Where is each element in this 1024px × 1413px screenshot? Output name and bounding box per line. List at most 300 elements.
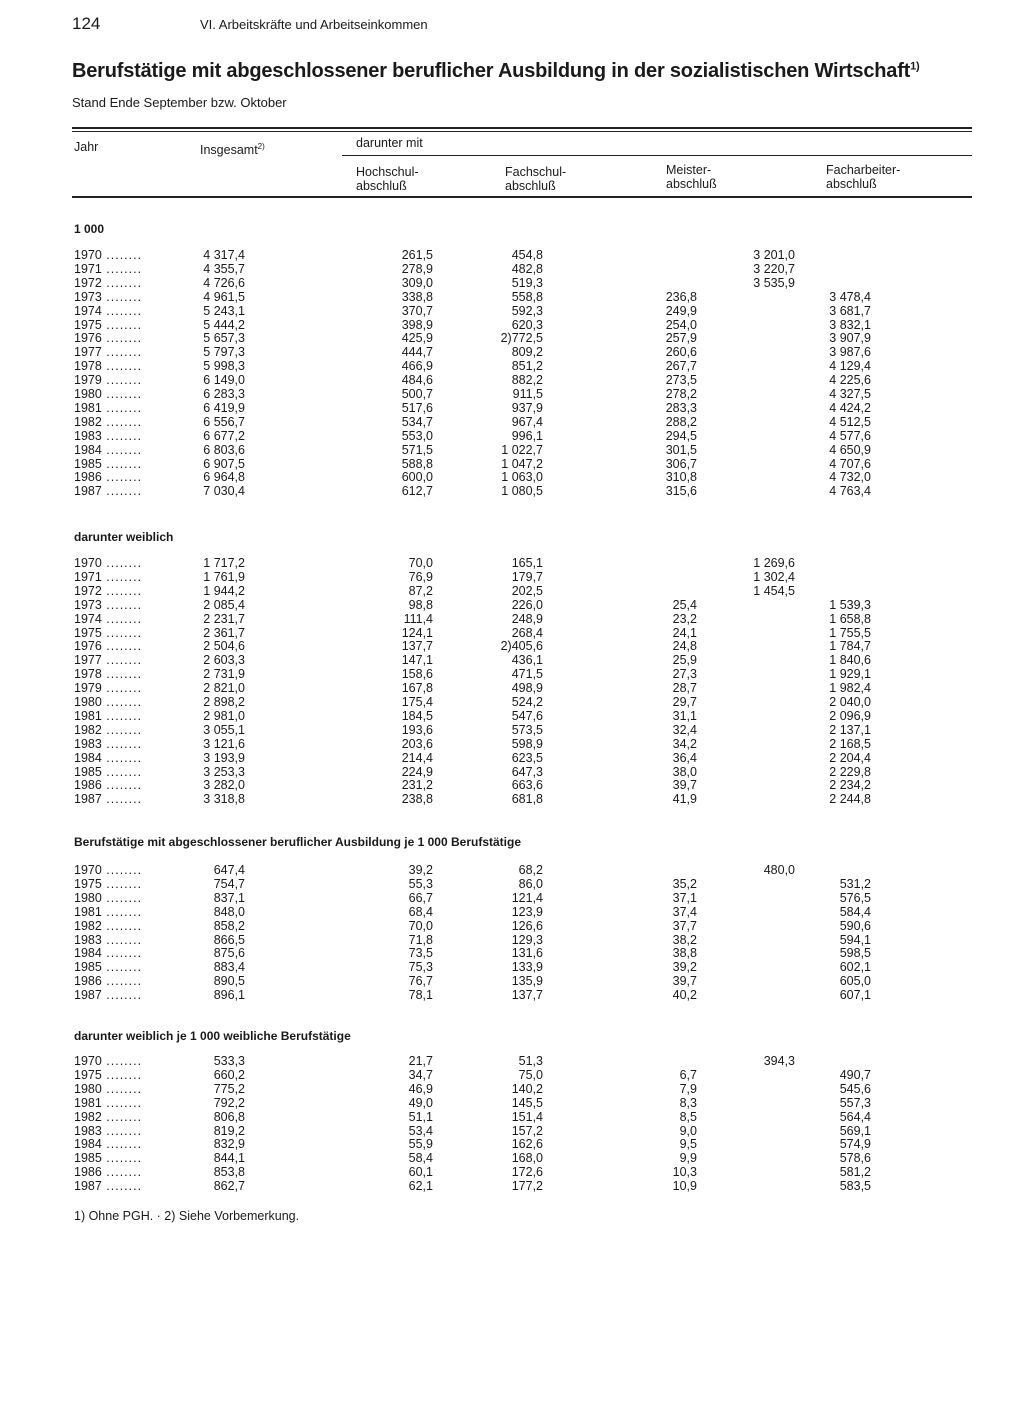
cell-fachschul: 851,2 [511, 359, 543, 374]
header-hochschul-line1: Hochschul- [356, 165, 419, 179]
cell-fachschul: 133,9 [511, 960, 543, 975]
table-row [74, 934, 974, 947]
cell-hochschul: 70,0 [408, 556, 433, 570]
cell-meister: 37,1 [672, 890, 697, 905]
cell-hochschul: 553,0 [401, 428, 433, 443]
table-row [74, 458, 974, 471]
running-head: VI. Arbeitskräfte und Arbeitseinkommen [200, 17, 428, 32]
cell-facharbeiter: 490,7 [839, 1067, 871, 1082]
cell-meister: 257,9 [665, 331, 697, 346]
cell-year: 1984 ..... [74, 1138, 142, 1151]
header-insgesamt-note: 2) [257, 142, 265, 151]
cell-year: 1971 ..... [74, 571, 142, 584]
cell-year: 1975 ..... [74, 878, 142, 891]
table-row [74, 319, 974, 332]
cell-meister: 38,8 [672, 946, 697, 961]
cell-hochschul: 224,9 [401, 764, 433, 779]
section-label: 1 000 [74, 222, 105, 236]
cell-year: 1980 ..... [74, 1083, 142, 1096]
cell-meister: 36,4 [672, 750, 697, 765]
cell-fachschul: 202,5 [511, 583, 543, 598]
cell-meister: 8,3 [679, 1095, 697, 1110]
cell-facharbeiter: 3 907,9 [829, 331, 871, 346]
cell-fachschul: 967,4 [511, 414, 543, 429]
cell-meister: 40,2 [672, 988, 697, 1003]
cell-year: 1980 ..... [74, 892, 142, 905]
table-row [74, 724, 974, 737]
cell-fachschul: 592,3 [511, 303, 543, 318]
cell-fachschul: 911,5 [512, 387, 543, 401]
cell-year: 1977 ..... [74, 346, 142, 359]
table-row [74, 920, 974, 933]
cell-meister: 25,4 [672, 597, 697, 612]
table-row [74, 416, 974, 429]
table-row [74, 374, 974, 387]
cell-insgesamt: 853,8 [213, 1165, 245, 1180]
cell-hochschul: 137,7 [401, 639, 433, 654]
cell-fachschul: 226,0 [511, 597, 543, 612]
cell-year: 1981 ..... [74, 906, 142, 919]
cell-meister: 8,5 [679, 1109, 697, 1124]
cell-hochschul: 425,9 [401, 331, 433, 346]
cell-hochschul: 500,7 [401, 387, 433, 401]
cell-year: 1982 ..... [74, 920, 142, 933]
cell-hochschul: 55,3 [408, 876, 433, 891]
cell-hochschul: 534,7 [401, 414, 433, 429]
cell-fachschul: 151,4 [511, 1109, 543, 1124]
cell-meister: 6,7 [679, 1067, 697, 1082]
cell-year: 1971 ..... [74, 263, 142, 276]
cell-fachschul: 126,6 [511, 918, 543, 933]
cell-fachschul: 482,8 [511, 261, 543, 276]
cell-hochschul: 278,9 [401, 261, 433, 276]
cell-meister: 38,2 [672, 932, 697, 947]
cell-hochschul: 71,8 [408, 932, 433, 947]
cell-fachschul: 168,0 [511, 1151, 543, 1166]
cell-year: 1981 ..... [74, 402, 142, 415]
cell-fachschul: 882,2 [511, 373, 543, 388]
table-row [74, 989, 974, 1002]
cell-insgesamt: 7 030,4 [203, 484, 245, 499]
cell-facharbeiter: 2 234,2 [829, 778, 871, 793]
cell-insgesamt: 6 803,6 [203, 442, 245, 457]
cell-meister: 9,5 [679, 1137, 697, 1152]
cell-meister-facharbeiter-combined: 1 302,4 [753, 569, 795, 584]
cell-meister: 278,2 [665, 387, 697, 401]
cell-insgesamt: 862,7 [213, 1179, 245, 1194]
table-row [74, 291, 974, 304]
cell-meister: 283,3 [665, 400, 697, 415]
cell-insgesamt: 3 121,6 [203, 736, 245, 751]
cell-year: 1981 ..... [74, 710, 142, 723]
cell-meister: 29,7 [672, 695, 697, 709]
cell-fachschul: 436,1 [511, 653, 543, 668]
cell-fachschul: 68,2 [518, 863, 543, 877]
cell-year: 1986 ..... [74, 1166, 142, 1179]
cell-meister: 35,2 [672, 876, 697, 891]
cell-hochschul: 49,0 [408, 1095, 433, 1110]
cell-insgesamt: 3 282,0 [203, 778, 245, 793]
header-insgesamt-label: Insgesamt [200, 143, 258, 158]
cell-facharbeiter: 2 229,8 [829, 764, 871, 779]
cell-fachschul: 498,9 [511, 681, 543, 696]
cell-meister: 273,5 [665, 373, 697, 388]
table-row [74, 793, 974, 806]
cell-facharbeiter: 3 681,7 [829, 303, 871, 318]
cell-insgesamt: 1 761,9 [203, 569, 245, 584]
top-rule-thin [72, 131, 972, 132]
cell-facharbeiter: 2 096,9 [829, 708, 871, 723]
cell-meister: 37,7 [672, 918, 697, 933]
cell-year: 1979 ..... [74, 682, 142, 695]
cell-fachschul: 131,6 [511, 946, 543, 961]
table-row [74, 557, 974, 570]
table-row [74, 1166, 974, 1179]
cell-year: 1982 ..... [74, 1111, 142, 1124]
cell-hochschul: 55,9 [408, 1137, 433, 1152]
cell-hochschul: 87,2 [408, 583, 433, 598]
cell-fachschul: 2)405,6 [500, 639, 543, 654]
table-row [74, 249, 974, 262]
cell-facharbeiter: 3 832,1 [829, 317, 871, 332]
cell-insgesamt: 6 556,7 [203, 414, 245, 429]
cell-facharbeiter: 545,6 [839, 1081, 871, 1096]
table-row [74, 878, 974, 891]
table-row [74, 1055, 974, 1068]
cell-facharbeiter: 590,6 [839, 918, 871, 933]
cell-fachschul: 1 080,5 [501, 484, 543, 499]
cell-year: 1975 ..... [74, 627, 142, 640]
header-meister [666, 163, 717, 191]
cell-meister: 38,0 [672, 764, 697, 779]
table-row [74, 947, 974, 960]
cell-fachschul: 620,3 [511, 317, 543, 332]
cell-hochschul: 167,8 [401, 681, 433, 696]
cell-fachschul: 996,1 [511, 428, 543, 443]
cell-insgesamt: 844,1 [213, 1151, 245, 1166]
table-row [74, 1097, 974, 1110]
cell-hochschul: 517,6 [401, 400, 433, 415]
cell-facharbeiter: 1 929,1 [829, 667, 871, 682]
header-fachschul [505, 165, 566, 193]
cell-hochschul: 588,8 [401, 456, 433, 471]
cell-meister: 24,8 [672, 639, 697, 654]
cell-fachschul: 454,8 [511, 248, 543, 262]
cell-year: 1978 ..... [74, 360, 142, 373]
cell-year: 1970 ..... [74, 864, 142, 877]
cell-insgesamt: 6 283,3 [203, 387, 245, 401]
cell-insgesamt: 2 898,2 [203, 695, 245, 709]
cell-hochschul: 34,7 [408, 1067, 433, 1082]
cell-year: 1975 ..... [74, 319, 142, 332]
cell-year: 1987 ..... [74, 1180, 142, 1193]
header-darunter-mit: darunter mit [356, 136, 423, 150]
cell-hochschul: 46,9 [408, 1081, 433, 1096]
table-row [74, 305, 974, 318]
cell-fachschul: 1 063,0 [501, 470, 543, 485]
cell-hochschul: 73,5 [408, 946, 433, 961]
cell-meister: 25,9 [672, 653, 697, 668]
cell-year: 1980 ..... [74, 696, 142, 709]
table-row [74, 1069, 974, 1082]
footnote: 1) Ohne PGH. · 2) Siehe Vorbemerkung. [74, 1209, 300, 1223]
cell-meister: 23,2 [672, 611, 697, 626]
header-bottom-rule [72, 196, 972, 198]
table-row [74, 585, 974, 598]
cell-year: 1985 ..... [74, 1152, 142, 1165]
cell-insgesamt: 896,1 [213, 988, 245, 1003]
cell-meister: 294,5 [665, 428, 697, 443]
table-row [74, 766, 974, 779]
cell-facharbeiter: 569,1 [839, 1123, 871, 1138]
cell-meister: 41,9 [672, 792, 697, 807]
cell-meister: 310,8 [665, 470, 697, 485]
header-meister-line1: Meister- [666, 163, 712, 177]
cell-year: 1987 ..... [74, 989, 142, 1002]
cell-hochschul: 600,0 [401, 470, 433, 485]
cell-facharbeiter: 578,6 [839, 1151, 871, 1166]
cell-year: 1984 ..... [74, 444, 142, 457]
cell-facharbeiter: 557,3 [839, 1095, 871, 1110]
table-row [74, 1152, 974, 1165]
cell-facharbeiter: 2 204,4 [829, 750, 871, 765]
cell-fachschul: 165,1 [511, 556, 543, 570]
cell-facharbeiter: 531,2 [839, 876, 871, 891]
table-row [74, 1138, 974, 1151]
page-number: 124 [72, 14, 101, 33]
cell-facharbeiter: 4 763,4 [829, 484, 871, 499]
table-row [74, 627, 974, 640]
cell-insgesamt: 837,1 [213, 890, 245, 905]
cell-meister-facharbeiter-combined: 3 535,9 [753, 275, 795, 290]
cell-hochschul: 60,1 [408, 1165, 433, 1180]
cell-insgesamt: 848,0 [213, 904, 245, 919]
cell-insgesamt: 4 961,5 [203, 289, 245, 304]
cell-fachschul: 547,6 [511, 708, 543, 723]
cell-facharbeiter: 602,1 [839, 960, 871, 975]
cell-meister: 315,6 [665, 484, 697, 499]
cell-hochschul: 184,5 [401, 708, 433, 723]
table-row [74, 975, 974, 988]
cell-facharbeiter: 4 424,2 [829, 400, 871, 415]
cell-hochschul: 466,9 [401, 359, 433, 374]
cell-year: 1983 ..... [74, 934, 142, 947]
cell-insgesamt: 6 964,8 [203, 470, 245, 485]
cell-year: 1983 ..... [74, 430, 142, 443]
cell-year: 1976 ..... [74, 332, 142, 345]
cell-hochschul: 111,4 [403, 611, 433, 626]
cell-year: 1978 ..... [74, 668, 142, 681]
cell-fachschul: 471,5 [511, 667, 543, 682]
cell-facharbeiter: 2 040,0 [829, 695, 871, 709]
cell-fachschul: 623,5 [511, 750, 543, 765]
cell-meister: 39,7 [672, 778, 697, 793]
cell-meister: 249,9 [665, 303, 697, 318]
cell-hochschul: 398,9 [401, 317, 433, 332]
cell-year: 1976 ..... [74, 640, 142, 653]
cell-facharbeiter: 1 658,8 [829, 611, 871, 626]
cell-facharbeiter: 3 478,4 [829, 289, 871, 304]
cell-fachschul: 809,2 [511, 345, 543, 360]
cell-meister-facharbeiter-combined: 394,3 [763, 1054, 795, 1068]
cell-year: 1979 ..... [74, 374, 142, 387]
cell-year: 1972 ..... [74, 585, 142, 598]
cell-insgesamt: 883,4 [213, 960, 245, 975]
cell-fachschul: 1 022,7 [501, 442, 543, 457]
table-row [74, 654, 974, 667]
cell-fachschul: 123,9 [511, 904, 543, 919]
table-row [74, 906, 974, 919]
cell-hochschul: 571,5 [401, 442, 433, 457]
cell-insgesamt: 4 726,6 [203, 275, 245, 290]
header-fachschul-line1: Fachschul- [505, 165, 567, 179]
cell-meister: 7,9 [679, 1081, 697, 1096]
cell-meister: 9,9 [679, 1151, 697, 1166]
cell-insgesamt: 792,2 [213, 1095, 245, 1110]
cell-fachschul: 248,9 [511, 611, 543, 626]
cell-fachschul: 937,9 [511, 400, 543, 415]
cell-insgesamt: 2 085,4 [203, 597, 245, 612]
cell-fachschul: 558,8 [511, 289, 543, 304]
cell-year: 1970 ..... [74, 1055, 142, 1068]
table-row [74, 668, 974, 681]
cell-meister: 10,3 [672, 1165, 697, 1180]
cell-hochschul: 484,6 [401, 373, 433, 388]
header-fachschul-line2: abschluß [505, 179, 556, 193]
cell-fachschul: 598,9 [511, 736, 543, 751]
cell-meister: 236,8 [665, 289, 697, 304]
cell-insgesamt: 858,2 [213, 918, 245, 933]
cell-year: 1984 ..... [74, 947, 142, 960]
cell-insgesamt: 3 318,8 [203, 792, 245, 807]
cell-facharbeiter: 3 987,6 [829, 345, 871, 360]
cell-facharbeiter: 594,1 [839, 932, 871, 947]
cell-insgesamt: 6 419,9 [203, 400, 245, 415]
cell-fachschul: 157,2 [511, 1123, 543, 1138]
cell-hochschul: 62,1 [408, 1179, 433, 1194]
table-row [74, 485, 974, 498]
cell-hochschul: 338,8 [401, 289, 433, 304]
cell-fachschul: 647,3 [511, 764, 543, 779]
cell-hochschul: 76,7 [408, 974, 433, 989]
cell-fachschul: 177,2 [511, 1179, 543, 1194]
table-row [74, 444, 974, 457]
cell-fachschul: 75,0 [518, 1067, 543, 1082]
cell-facharbeiter: 564,4 [839, 1109, 871, 1124]
cell-insgesamt: 5 243,1 [203, 303, 245, 318]
cell-facharbeiter: 4 707,6 [829, 456, 871, 471]
cell-insgesamt: 5 998,3 [203, 359, 245, 374]
cell-facharbeiter: 2 244,8 [829, 792, 871, 807]
cell-facharbeiter: 1 539,3 [829, 597, 871, 612]
cell-year: 1983 ..... [74, 738, 142, 751]
cell-year: 1985 ..... [74, 961, 142, 974]
cell-facharbeiter: 574,9 [839, 1137, 871, 1152]
cell-facharbeiter: 4 512,5 [829, 414, 871, 429]
cell-fachschul: 2)772,5 [500, 331, 543, 346]
cell-insgesamt: 2 361,7 [203, 625, 245, 640]
cell-facharbeiter: 1 784,7 [829, 639, 871, 654]
cell-meister: 39,2 [672, 960, 697, 975]
cell-meister: 37,4 [672, 904, 697, 919]
cell-meister-facharbeiter-combined: 3 220,7 [753, 261, 795, 276]
cell-facharbeiter: 4 129,4 [829, 359, 871, 374]
cell-year: 1986 ..... [74, 975, 142, 988]
cell-insgesamt: 6 149,0 [203, 373, 245, 388]
cell-fachschul: 681,8 [511, 792, 543, 807]
table-row [74, 640, 974, 653]
cell-facharbeiter: 1 840,6 [829, 653, 871, 668]
cell-meister: 28,7 [672, 681, 697, 696]
cell-fachschul: 179,7 [511, 569, 543, 584]
cell-insgesamt: 2 981,0 [203, 708, 245, 723]
cell-insgesamt: 775,2 [213, 1081, 245, 1096]
cell-meister: 31,1 [672, 708, 697, 723]
cell-meister-facharbeiter-combined: 480,0 [763, 863, 795, 877]
table-row [74, 710, 974, 723]
table-row [74, 332, 974, 345]
cell-facharbeiter: 605,0 [839, 974, 871, 989]
cell-fachschul: 1 047,2 [501, 456, 543, 471]
cell-insgesamt: 3 055,1 [203, 722, 245, 737]
table-row [74, 471, 974, 484]
cell-facharbeiter: 576,5 [839, 890, 871, 905]
title-footnote-marker: 1) [910, 60, 920, 73]
cell-hochschul: 261,5 [401, 248, 433, 262]
cell-insgesamt: 866,5 [213, 932, 245, 947]
cell-insgesamt: 6 677,2 [203, 428, 245, 443]
cell-hochschul: 214,4 [401, 750, 433, 765]
cell-year: 1980 ..... [74, 388, 142, 401]
cell-insgesamt: 875,6 [213, 946, 245, 961]
top-rule [72, 127, 972, 129]
cell-year: 1981 ..... [74, 1097, 142, 1110]
header-hochschul [356, 165, 419, 193]
cell-meister: 306,7 [665, 456, 697, 471]
cell-hochschul: 193,6 [401, 722, 433, 737]
cell-insgesamt: 6 907,5 [203, 456, 245, 471]
cell-fachschul: 519,3 [511, 275, 543, 290]
cell-fachschul: 121,4 [511, 890, 543, 905]
cell-hochschul: 444,7 [401, 345, 433, 360]
cell-facharbeiter: 4 732,0 [829, 470, 871, 485]
table-row [74, 277, 974, 290]
cell-fachschul: 129,3 [511, 932, 543, 947]
table-row [74, 961, 974, 974]
cell-insgesamt: 5 657,3 [203, 331, 245, 346]
cell-hochschul: 76,9 [408, 569, 433, 584]
cell-facharbeiter: 581,2 [839, 1165, 871, 1180]
cell-fachschul: 137,7 [511, 988, 543, 1003]
cell-hochschul: 158,6 [401, 667, 433, 682]
cell-facharbeiter: 2 137,1 [829, 722, 871, 737]
cell-facharbeiter: 1 982,4 [829, 681, 871, 696]
cell-fachschul: 524,2 [511, 695, 543, 709]
cell-meister: 254,0 [665, 317, 697, 332]
table-row [74, 864, 974, 877]
cell-insgesamt: 819,2 [213, 1123, 245, 1138]
cell-meister-facharbeiter-combined: 1 454,5 [753, 583, 795, 598]
cell-fachschul: 145,5 [511, 1095, 543, 1110]
cell-hochschul: 53,4 [408, 1123, 433, 1138]
cell-hochschul: 612,7 [401, 484, 433, 499]
cell-year: 1986 ..... [74, 471, 142, 484]
table-row [74, 360, 974, 373]
table-row [74, 346, 974, 359]
cell-hochschul: 58,4 [408, 1151, 433, 1166]
cell-insgesamt: 2 603,3 [203, 653, 245, 668]
cell-meister: 24,1 [672, 625, 697, 640]
